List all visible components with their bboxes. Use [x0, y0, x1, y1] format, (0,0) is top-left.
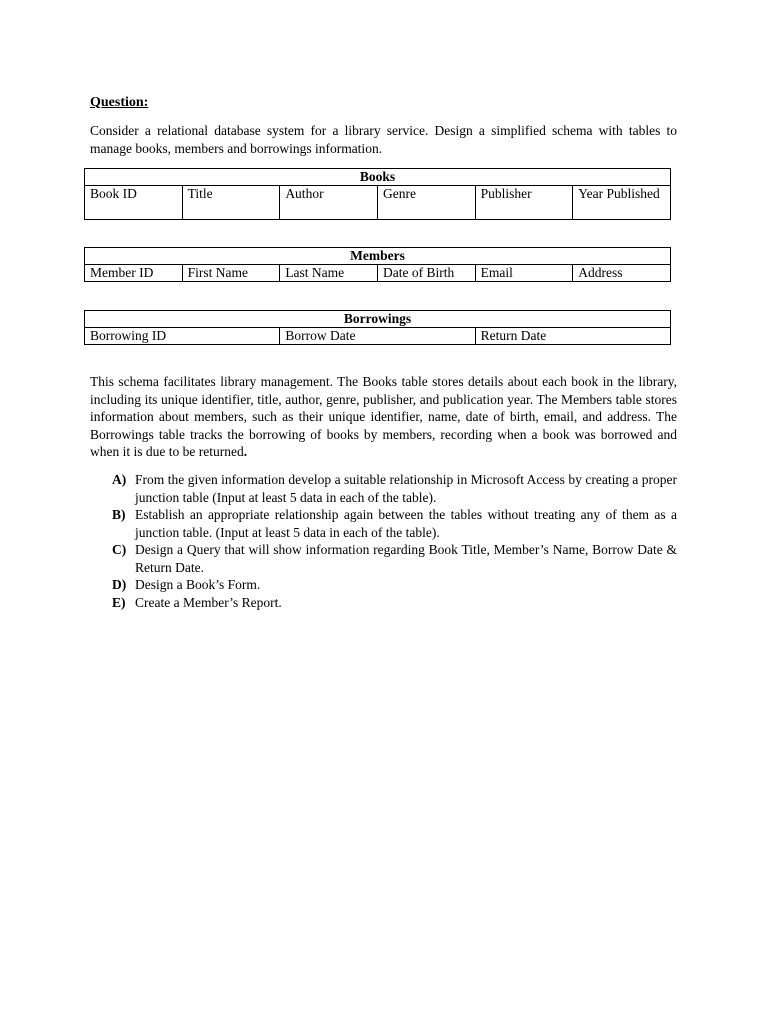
- members-column-address: Address: [573, 265, 671, 282]
- task-item-c: [90, 541, 677, 576]
- books-table-title: Books: [85, 169, 671, 186]
- books-column-author: Author: [280, 186, 378, 220]
- books-column-publisher: Publisher: [475, 186, 573, 220]
- task-item-e: [90, 594, 677, 612]
- books-column-book-id: Book ID: [85, 186, 183, 220]
- task-label: D): [112, 577, 127, 592]
- task-text: Create a Member’s Report.: [135, 594, 282, 610]
- borrowings-column-return-date: Return Date: [475, 328, 670, 345]
- members-column-last-name: Last Name: [280, 265, 378, 282]
- task-label: B): [112, 507, 126, 522]
- borrowings-table-title: Borrowings: [85, 311, 671, 328]
- books-table: [84, 168, 671, 220]
- borrowings-column-borrowing-id: Borrowing ID: [85, 328, 280, 345]
- task-text: Establish an appropriate relationship again between the tables without treating any of them as a junction table. (Input at least 5 data in each of the table).: [135, 507, 677, 540]
- books-column-genre: Genre: [377, 186, 475, 220]
- task-text: From the given information develop a suitable relationship in Microsoft Access by creating a proper junction table (Input at least 5 data in each of the table).: [135, 472, 677, 505]
- members-column-email: Email: [475, 265, 573, 282]
- task-label: E): [112, 594, 126, 610]
- schema-description-period: .: [243, 444, 248, 459]
- schema-description-text: This schema facilitates library management. The Books table stores details about each book in the library, including its unique identifier, title, author, genre, publisher, and publication year. The Members table stores information about members, such as their unique identifier, name, date of birth, email, and address. The Borrowings table tracks the borrowing of books by members, recording when a book was borrowed and when it is due to be returned: [90, 374, 677, 459]
- members-column-date-of-birth: Date of Birth: [377, 265, 475, 282]
- task-item-b: [90, 506, 677, 541]
- borrowings-table: [84, 310, 671, 345]
- task-label: A): [112, 472, 127, 487]
- books-column-title: Title: [182, 186, 280, 220]
- members-column-first-name: First Name: [182, 265, 280, 282]
- task-text: Design a Query that will show information regarding Book Title, Member’s Name, Borrow Date & Return Date.: [135, 542, 677, 575]
- members-table: [84, 247, 671, 282]
- members-column-member-id: Member ID: [85, 265, 183, 282]
- books-column-year-published: Year Published: [573, 186, 671, 220]
- intro-paragraph: Consider a relational database system for a library service. Design a simplified schema with tables to manage books, members and borrowings information.: [90, 123, 677, 156]
- task-item-a: [90, 471, 677, 506]
- task-item-d: [90, 576, 677, 594]
- task-label: C): [112, 542, 127, 557]
- schema-description: [90, 373, 677, 461]
- task-list: [90, 471, 677, 611]
- task-text: Design a Book’s Form.: [135, 577, 261, 592]
- question-heading: Question:: [90, 95, 149, 110]
- borrowings-column-borrow-date: Borrow Date: [280, 328, 475, 345]
- members-table-title: Members: [85, 248, 671, 265]
